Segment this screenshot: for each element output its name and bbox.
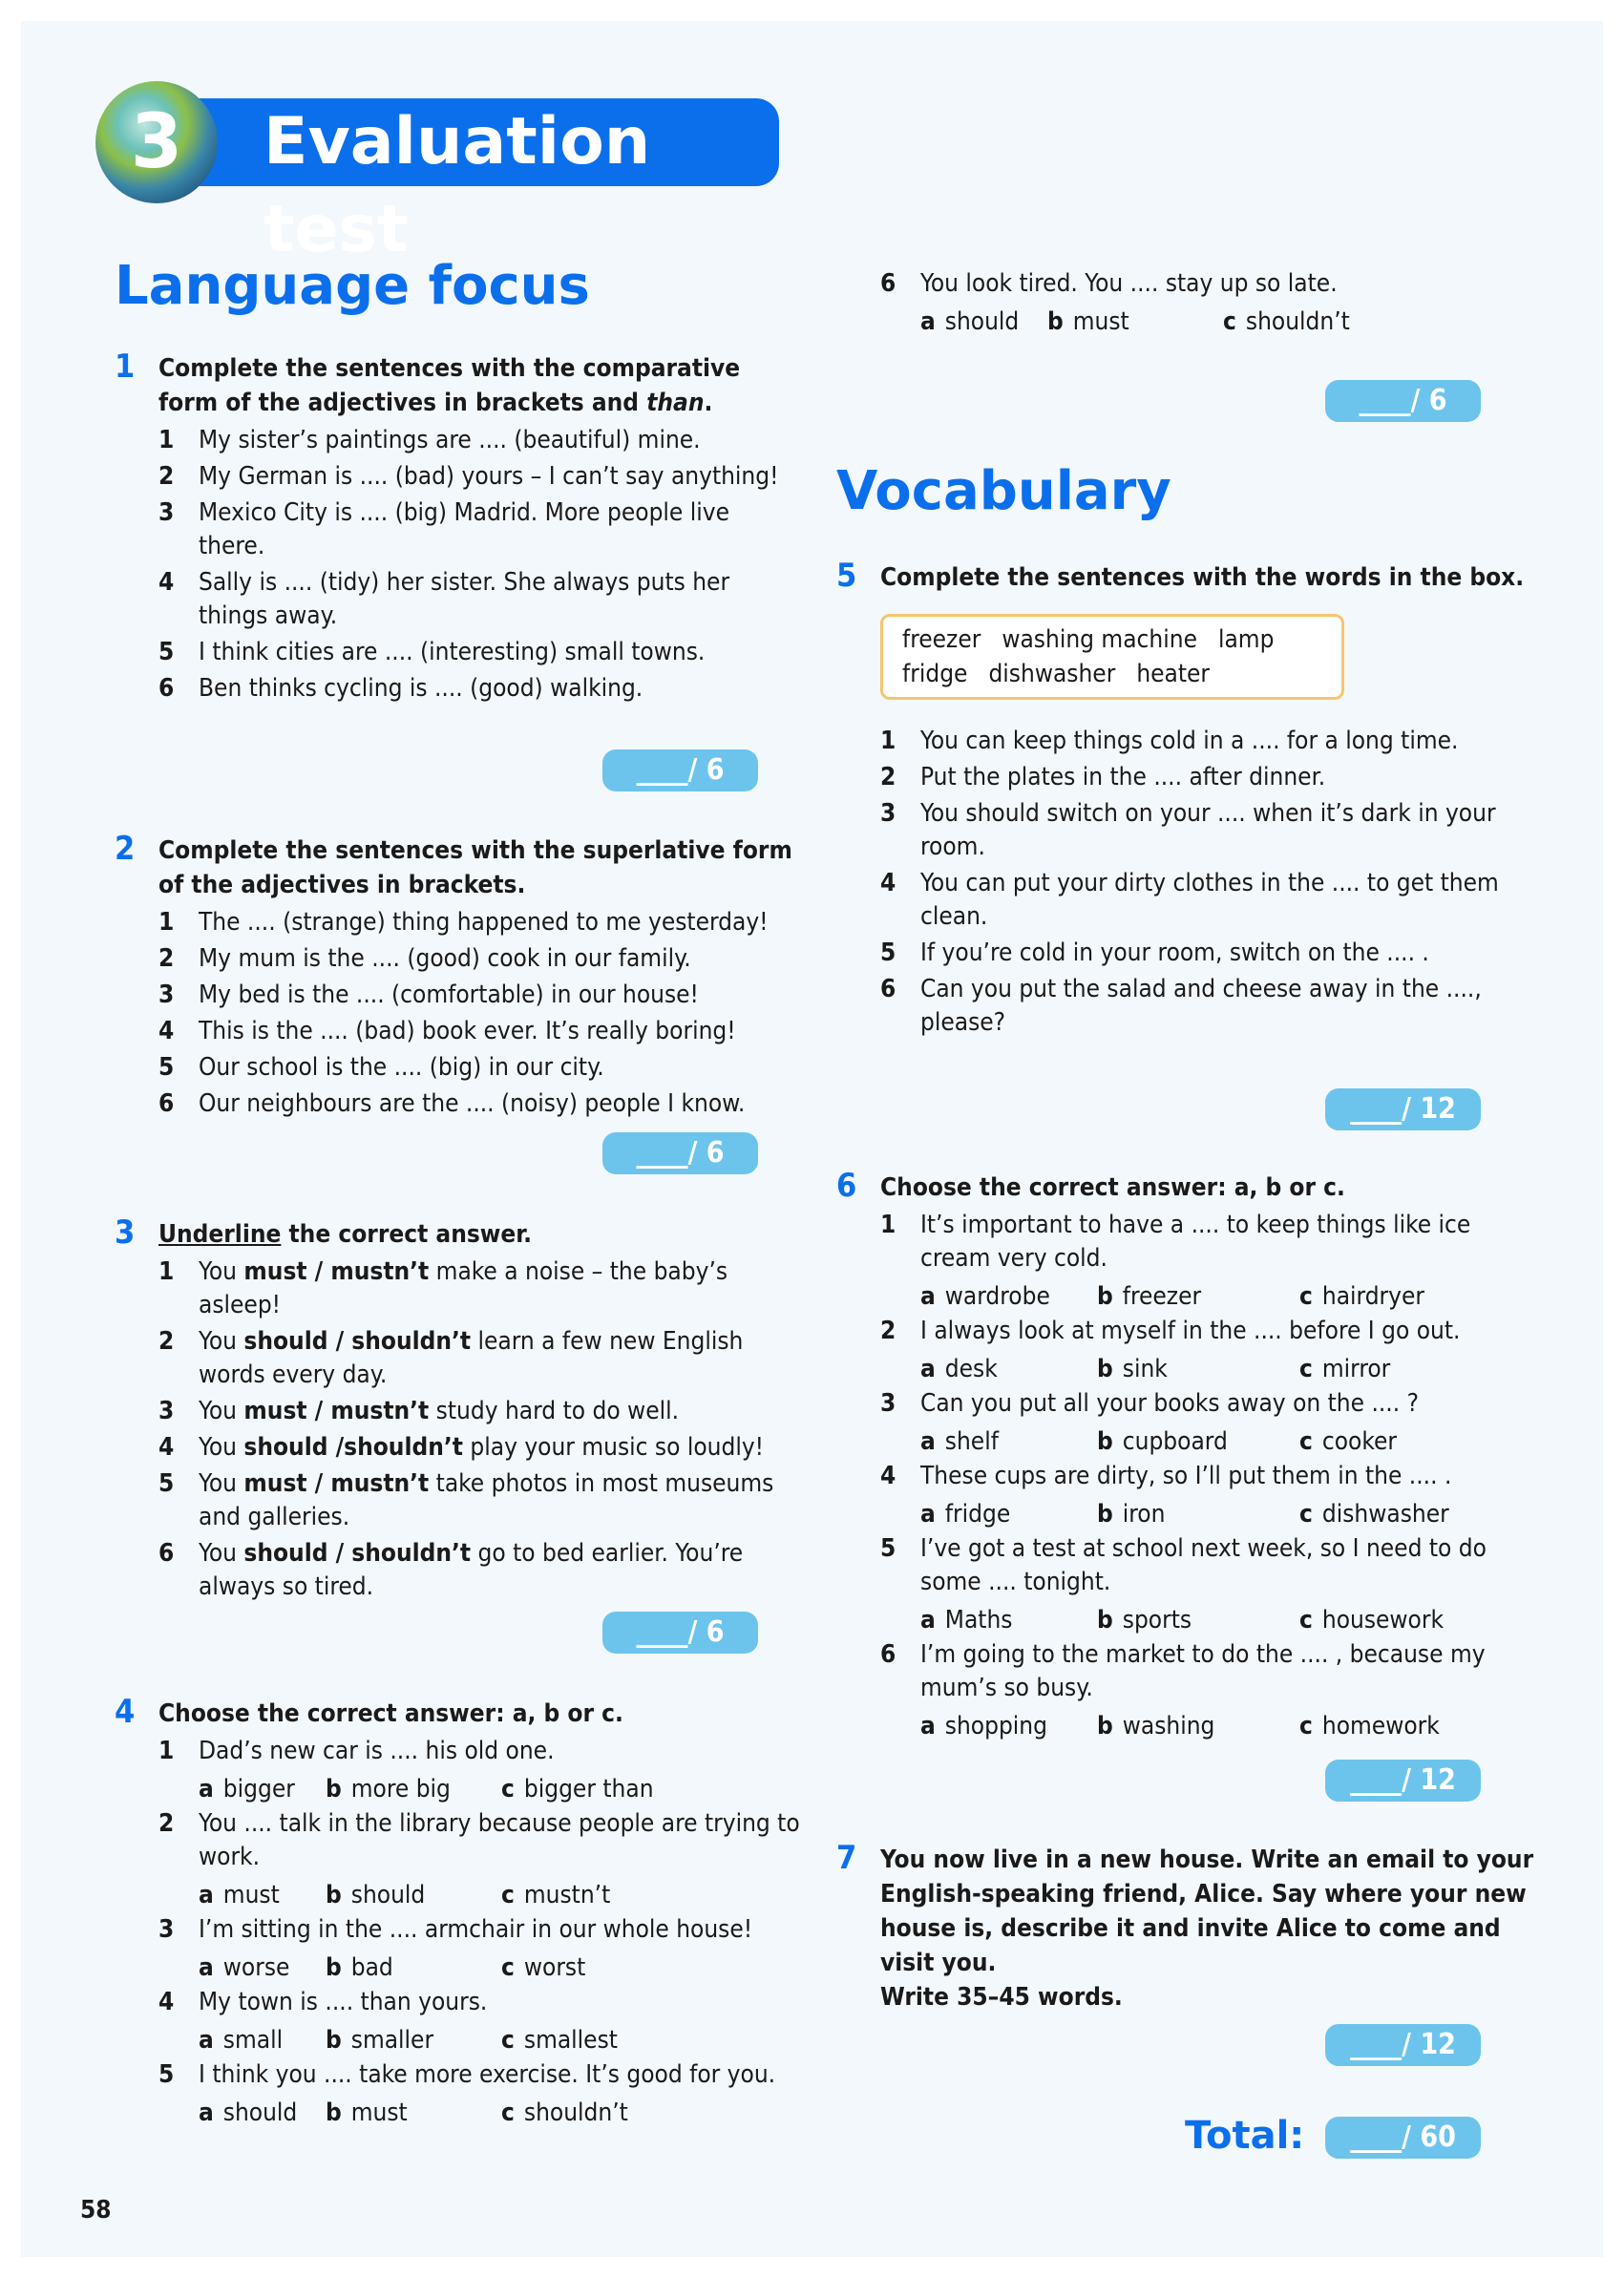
list-item xyxy=(115,672,802,706)
list-item xyxy=(115,1986,802,2019)
answer-choice[interactable]: should /shouldn’t xyxy=(243,1433,463,1462)
instruction-part: Complete the sentences with the words in the box. xyxy=(880,563,1525,592)
answer-options xyxy=(920,1351,1543,1387)
option-letter: c xyxy=(1299,1712,1313,1740)
option-text: cooker xyxy=(1321,1427,1397,1456)
item-number: 6 xyxy=(158,674,175,703)
option-a[interactable] xyxy=(920,1496,1010,1532)
answer-options xyxy=(920,1708,1543,1744)
option-text: must xyxy=(222,1881,280,1909)
option-a[interactable] xyxy=(920,304,1019,340)
answer-choice[interactable]: should / shouldn’t xyxy=(243,1539,472,1568)
list-item xyxy=(115,906,802,939)
item-number: 4 xyxy=(880,1462,896,1490)
item-text: You should switch on your .... when it’s dark in your room. xyxy=(920,799,1496,861)
list-item xyxy=(836,267,1543,301)
list-item xyxy=(115,1735,802,1768)
list-item xyxy=(836,1460,1543,1493)
option-letter: c xyxy=(1299,1606,1313,1635)
option-letter: b xyxy=(326,2099,342,2127)
heading-vocabulary: Vocabulary xyxy=(836,460,1171,522)
option-letter: c xyxy=(501,1881,515,1909)
option-letter: a xyxy=(199,1775,214,1803)
answer-choice[interactable]: must / mustn’t xyxy=(243,1397,430,1425)
item-text-post: make a noise – the baby’s asleep! xyxy=(199,1257,728,1319)
option-letter: b xyxy=(1097,1427,1113,1456)
exercise-5 xyxy=(836,557,1543,1043)
exercise-instruction xyxy=(115,1693,802,1731)
instruction-part: Complete the sentences with the comparative form of the adjectives in brackets and xyxy=(158,354,741,417)
list-item xyxy=(115,1087,802,1121)
item-number: 5 xyxy=(880,939,896,967)
item-text: Dad’s new car is .... his old one. xyxy=(199,1737,555,1765)
option-letter: a xyxy=(199,1881,214,1909)
option-text: small xyxy=(222,2026,284,2055)
item-number: 1 xyxy=(880,1211,896,1239)
option-text: bigger xyxy=(222,1775,295,1803)
option-text: freezer xyxy=(1122,1282,1202,1311)
option-letter: c xyxy=(1299,1500,1313,1529)
option-text: shouldn’t xyxy=(523,2099,628,2127)
item-number: 4 xyxy=(880,869,896,897)
list-item xyxy=(836,725,1543,758)
option-b[interactable] xyxy=(1097,1351,1168,1387)
option-text: sports xyxy=(1122,1606,1192,1635)
instruction-part: You now live in a new house. Write an email to your English-speaking friend, Alice. Say where your new house is, describe it and invite Alice to come and visit you. xyxy=(880,1846,1534,1977)
list-item xyxy=(115,1913,802,1947)
option-a[interactable] xyxy=(199,2095,297,2131)
worksheet-page xyxy=(21,21,1603,2257)
item-number: 4 xyxy=(158,1988,175,2016)
heading-language-focus: Language focus xyxy=(115,255,590,317)
item-number: 2 xyxy=(158,944,175,973)
item-text: I think you .... take more exercise. It’s good for you. xyxy=(199,2060,776,2089)
option-letter: a xyxy=(199,2099,214,2127)
option-text: must xyxy=(350,2099,408,2127)
option-a[interactable] xyxy=(920,1278,1050,1315)
option-text: worse xyxy=(222,1953,290,1982)
option-a[interactable] xyxy=(199,1950,289,1986)
list-item xyxy=(115,1537,802,1604)
item-number: 2 xyxy=(880,1317,896,1345)
option-text: smallest xyxy=(523,2026,618,2055)
option-text: homework xyxy=(1321,1712,1440,1740)
exercise-instruction xyxy=(836,1167,1543,1205)
option-text: mirror xyxy=(1321,1355,1391,1383)
item-text: My bed is the .... (comfortable) in our house! xyxy=(199,981,699,1009)
option-text: should xyxy=(350,1881,426,1909)
item-text: Can you put the salad and cheese away in the ...., please? xyxy=(920,975,1482,1037)
exercise-instruction xyxy=(115,830,802,902)
list-item xyxy=(115,566,802,633)
exercise-instruction xyxy=(836,557,1543,595)
item-number: 5 xyxy=(158,1053,175,1082)
list-item xyxy=(115,1051,802,1085)
score-box[interactable]: ____/ 6 xyxy=(602,1612,758,1654)
item-text-post: play your music so loudly! xyxy=(462,1433,765,1462)
option-text: shouldn’t xyxy=(1245,307,1350,336)
option-b[interactable] xyxy=(326,1950,393,1986)
list-item xyxy=(836,1315,1543,1348)
item-text-post: learn a few new English words every day. xyxy=(199,1327,744,1389)
item-number: 5 xyxy=(158,2060,175,2089)
option-a[interactable] xyxy=(920,1708,1047,1744)
option-c[interactable] xyxy=(501,1877,610,1913)
option-c[interactable] xyxy=(1299,1424,1397,1460)
option-b[interactable] xyxy=(1097,1424,1228,1460)
item-number: 6 xyxy=(880,1640,896,1669)
item-text: Sally is .... (tidy) her sister. She always puts her things away. xyxy=(199,568,730,630)
item-text: Can you put all your books away on the .... ? xyxy=(920,1389,1419,1418)
item-text-pre: You xyxy=(199,1469,244,1498)
option-a[interactable] xyxy=(920,1351,998,1387)
list-item xyxy=(115,424,802,457)
option-text: more big xyxy=(350,1775,451,1803)
option-letter: c xyxy=(1223,307,1236,336)
option-c[interactable] xyxy=(1299,1708,1440,1744)
list-item xyxy=(836,973,1543,1040)
option-text: housework xyxy=(1321,1606,1445,1635)
page-number: 58 xyxy=(80,2196,112,2225)
list-item xyxy=(836,1387,1543,1421)
word-box-row xyxy=(902,657,1322,691)
item-number: 1 xyxy=(158,1257,175,1286)
item-number: 6 xyxy=(158,1089,175,1118)
score-box[interactable]: ____/ 6 xyxy=(1325,380,1481,422)
option-a[interactable] xyxy=(199,1771,295,1807)
option-b[interactable] xyxy=(326,1771,451,1807)
list-item xyxy=(115,1015,802,1048)
option-text: iron xyxy=(1122,1500,1166,1529)
option-letter: a xyxy=(920,1606,936,1635)
item-text: You can keep things cold in a .... for a long time. xyxy=(920,727,1459,755)
exercise-number: 3 xyxy=(115,1213,136,1252)
title-banner xyxy=(189,98,779,267)
item-number: 6 xyxy=(880,975,896,1003)
exercise-number: 2 xyxy=(115,830,136,868)
option-letter: b xyxy=(1097,1282,1113,1311)
answer-choice[interactable]: should / shouldn’t xyxy=(243,1327,472,1356)
option-text: desk xyxy=(944,1355,998,1383)
option-letter: c xyxy=(501,2099,515,2127)
option-b[interactable] xyxy=(326,2022,433,2058)
item-number: 5 xyxy=(158,638,175,666)
option-text: must xyxy=(1072,307,1129,336)
option-c[interactable] xyxy=(501,2022,618,2058)
option-letter: b xyxy=(1097,1500,1113,1529)
option-text: wardrobe xyxy=(944,1282,1050,1311)
list-item xyxy=(115,979,802,1012)
item-text: I always look at myself in the .... before I go out. xyxy=(920,1317,1461,1345)
list-item xyxy=(115,496,802,563)
option-letter: b xyxy=(1097,1606,1113,1635)
option-text: washing xyxy=(1122,1712,1215,1740)
option-letter: a xyxy=(920,1355,936,1383)
item-text-pre: You xyxy=(199,1539,244,1568)
item-number: 3 xyxy=(158,981,175,1009)
list-item xyxy=(115,942,802,976)
item-number: 6 xyxy=(158,1539,175,1568)
option-letter: b xyxy=(326,1881,342,1909)
option-c[interactable] xyxy=(1223,304,1350,340)
option-letter: b xyxy=(326,1953,342,1982)
option-text: mustn’t xyxy=(523,1881,611,1909)
instruction-part: the correct answer. xyxy=(281,1220,532,1249)
list-item xyxy=(836,1209,1543,1276)
option-text: dishwasher xyxy=(1321,1500,1449,1529)
list-item xyxy=(836,1638,1543,1705)
instruction-part: Complete the sentences with the superlative form of the adjectives in brackets. xyxy=(158,836,792,899)
option-a[interactable] xyxy=(199,2022,283,2058)
total-label: Total: xyxy=(1185,2114,1305,2158)
option-letter: a xyxy=(920,1282,936,1311)
item-number: 6 xyxy=(880,269,896,298)
exercise-4 xyxy=(115,1693,802,2131)
answer-choice[interactable]: must / mustn’t xyxy=(243,1257,430,1286)
list-item xyxy=(836,761,1543,794)
item-text: I think cities are .... (interesting) small towns. xyxy=(199,638,706,666)
word-box-word: washing machine xyxy=(1002,625,1197,654)
instruction-underline: Underline xyxy=(158,1220,282,1249)
item-text: I’m going to the market to do the .... , because my mum’s so busy. xyxy=(920,1640,1486,1702)
option-text: sink xyxy=(1122,1355,1168,1383)
option-letter: c xyxy=(1299,1282,1313,1311)
item-text-post: go to bed earlier. You’re always so tired. xyxy=(199,1539,744,1601)
option-letter: c xyxy=(501,1953,515,1982)
item-text: Ben thinks cycling is .... (good) walking. xyxy=(199,674,643,703)
option-letter: a xyxy=(199,1953,214,1982)
answer-options xyxy=(920,1496,1543,1532)
option-letter: b xyxy=(1097,1355,1113,1383)
option-text: bad xyxy=(350,1953,393,1982)
word-box xyxy=(880,614,1344,700)
option-text: bigger than xyxy=(523,1775,654,1803)
option-a[interactable] xyxy=(920,1602,1012,1638)
option-letter: c xyxy=(1299,1355,1313,1383)
item-text: Mexico City is .... (big) Madrid. More people live there. xyxy=(199,498,729,560)
item-text-post: study hard to do well. xyxy=(429,1397,680,1425)
score-box[interactable]: ____/ 12 xyxy=(1325,2024,1481,2066)
option-letter: a xyxy=(920,1500,936,1529)
item-text: You can put your dirty clothes in the .... to get them clean. xyxy=(920,869,1499,931)
answer-options xyxy=(920,1278,1543,1315)
item-number: 5 xyxy=(880,1534,896,1563)
list-item xyxy=(115,1467,802,1534)
option-text: Maths xyxy=(944,1606,1013,1635)
item-number: 2 xyxy=(158,1809,175,1838)
answer-options xyxy=(199,1877,802,1913)
item-text-post: take photos in most museums and galleries. xyxy=(199,1469,774,1531)
option-b[interactable] xyxy=(1097,1496,1165,1532)
option-c[interactable] xyxy=(1299,1602,1444,1638)
exercise-number: 5 xyxy=(836,557,857,595)
option-letter: c xyxy=(1299,1427,1313,1456)
total-score-box[interactable]: ____/ 60 xyxy=(1325,2117,1481,2159)
word-box-word: freezer xyxy=(902,625,981,654)
item-text: These cups are dirty, so I’ll put them in the .... . xyxy=(920,1462,1452,1490)
item-text: The .... (strange) thing happened to me yesterday! xyxy=(199,908,769,937)
unit-number: 3 xyxy=(130,99,183,185)
item-text: My mum is the .... (good) cook in our family. xyxy=(199,944,691,973)
option-b[interactable] xyxy=(326,2095,408,2131)
option-letter: c xyxy=(501,2026,515,2055)
answer-options xyxy=(199,1950,802,1986)
word-box-word: fridge xyxy=(902,660,968,688)
item-text: It’s important to have a .... to keep things like ice cream very cold. xyxy=(920,1211,1471,1273)
option-b[interactable] xyxy=(1097,1708,1214,1744)
option-letter: b xyxy=(1047,307,1064,336)
list-item xyxy=(836,1532,1543,1599)
score-box[interactable]: ____/ 6 xyxy=(602,1132,758,1174)
option-c[interactable] xyxy=(1299,1351,1390,1387)
page-title: Evaluation test xyxy=(264,104,651,267)
option-text: fridge xyxy=(944,1500,1011,1529)
word-box-word: heater xyxy=(1136,660,1211,688)
instruction-part: Choose the correct answer: a, b or c. xyxy=(158,1699,623,1728)
item-number: 3 xyxy=(158,498,175,527)
item-text: My town is .... than yours. xyxy=(199,1988,488,2016)
score-box[interactable]: ____/ 12 xyxy=(1325,1088,1481,1130)
list-item xyxy=(115,1325,802,1392)
item-number: 3 xyxy=(880,799,896,828)
answer-options xyxy=(920,1424,1543,1460)
item-number: 5 xyxy=(158,1469,175,1498)
exercise-instruction xyxy=(115,348,802,420)
exercise-number: 6 xyxy=(836,1167,857,1205)
option-text: shopping xyxy=(944,1712,1047,1740)
item-number: 1 xyxy=(158,426,175,454)
answer-options xyxy=(199,1771,802,1807)
exercise-1 xyxy=(115,348,802,708)
option-text: worst xyxy=(523,1953,586,1982)
answer-choice[interactable]: must / mustn’t xyxy=(243,1469,430,1498)
item-text: You look tired. You .... stay up so late. xyxy=(920,269,1338,298)
list-item xyxy=(115,1255,802,1322)
list-item xyxy=(115,636,802,669)
item-number: 4 xyxy=(158,568,175,597)
instruction-part: Choose the correct answer: a, b or c. xyxy=(880,1173,1345,1202)
list-item xyxy=(115,1807,802,1874)
item-text-pre: You xyxy=(199,1327,244,1356)
item-text-pre: You xyxy=(199,1397,244,1425)
exercise-number: 1 xyxy=(115,348,136,386)
item-text: Our school is the .... (big) in our city. xyxy=(199,1053,604,1082)
option-b[interactable] xyxy=(1047,304,1129,340)
item-number: 3 xyxy=(880,1389,896,1418)
option-c[interactable] xyxy=(501,1950,585,1986)
list-item xyxy=(836,867,1543,934)
exercise-7 xyxy=(836,1839,1543,2018)
option-text: should xyxy=(944,307,1020,336)
item-text: If you’re cold in your room, switch on the .... . xyxy=(920,939,1429,967)
option-letter: b xyxy=(326,1775,342,1803)
item-text: I’m sitting in the .... armchair in our whole house! xyxy=(199,1915,753,1944)
unit-globe-icon xyxy=(95,81,218,203)
option-c[interactable] xyxy=(1299,1496,1449,1532)
answer-options xyxy=(920,304,1543,340)
item-text: Our neighbours are the .... (noisy) people I know. xyxy=(199,1089,746,1118)
item-number: 2 xyxy=(158,1327,175,1356)
score-box[interactable]: ____/ 6 xyxy=(602,749,758,791)
item-text: You .... talk in the library because people are trying to work. xyxy=(199,1809,800,1871)
item-number: 3 xyxy=(158,1915,175,1944)
option-c[interactable] xyxy=(501,2095,628,2131)
option-text: smaller xyxy=(350,2026,434,2055)
option-letter: a xyxy=(199,2026,214,2055)
list-item xyxy=(115,460,802,494)
exercise-3 xyxy=(115,1213,802,1607)
option-c[interactable] xyxy=(1299,1278,1424,1315)
option-a[interactable] xyxy=(920,1424,999,1460)
option-text: should xyxy=(222,2099,298,2127)
exercise-number: 7 xyxy=(836,1839,857,1877)
option-letter: a xyxy=(920,1712,936,1740)
item-number: 3 xyxy=(158,1397,175,1425)
item-number: 4 xyxy=(158,1017,175,1045)
option-b[interactable] xyxy=(326,1877,425,1913)
option-letter: c xyxy=(501,1775,515,1803)
option-text: cupboard xyxy=(1122,1427,1228,1456)
word-box-word: lamp xyxy=(1217,625,1275,654)
option-letter: a xyxy=(920,1427,936,1456)
item-number: 1 xyxy=(158,1737,175,1765)
item-text: I’ve got a test at school next week, so I need to do some .... tonight. xyxy=(920,1534,1487,1596)
item-number: 1 xyxy=(880,727,896,755)
word-box-row xyxy=(902,622,1322,657)
option-letter: b xyxy=(326,2026,342,2055)
item-number: 4 xyxy=(158,1433,175,1462)
item-text: My sister’s paintings are .... (beautiful) mine. xyxy=(199,426,701,454)
option-text: shelf xyxy=(944,1427,999,1456)
item-text: My German is .... (bad) yours – I can’t say anything! xyxy=(199,462,779,491)
exercise-2 xyxy=(115,830,802,1124)
answer-options xyxy=(199,2022,802,2058)
item-number: 2 xyxy=(158,462,175,491)
option-a[interactable] xyxy=(199,1877,280,1913)
score-box[interactable]: ____/ 12 xyxy=(1325,1760,1481,1802)
instruction-part: Write 35–45 words. xyxy=(880,1983,1123,2012)
option-letter: a xyxy=(920,307,936,336)
item-number: 1 xyxy=(158,908,175,937)
exercise-4-continued xyxy=(836,267,1543,340)
list-item xyxy=(836,797,1543,864)
list-item xyxy=(115,1431,802,1465)
option-text: hairdryer xyxy=(1321,1282,1424,1311)
exercise-6 xyxy=(836,1167,1543,1744)
instruction-part: . xyxy=(704,389,713,417)
item-text: Put the plates in the .... after dinner. xyxy=(920,763,1326,791)
item-text: This is the .... (bad) book ever. It’s really boring! xyxy=(199,1017,736,1045)
answer-options xyxy=(199,2095,802,2131)
answer-options xyxy=(920,1602,1543,1638)
list-item xyxy=(115,1395,802,1428)
list-item xyxy=(836,937,1543,970)
item-text-pre: You xyxy=(199,1257,244,1286)
exercise-instruction xyxy=(115,1213,802,1252)
option-b[interactable] xyxy=(1097,1602,1192,1638)
item-number: 2 xyxy=(880,763,896,791)
exercise-instruction xyxy=(836,1839,1543,2014)
option-letter: b xyxy=(1097,1712,1113,1740)
word-box-word: dishwasher xyxy=(988,660,1116,688)
option-c[interactable] xyxy=(501,1771,654,1807)
item-text-pre: You xyxy=(199,1433,244,1462)
list-item xyxy=(115,2058,802,2092)
option-b[interactable] xyxy=(1097,1278,1201,1315)
instruction-part: than xyxy=(646,389,705,417)
exercise-number: 4 xyxy=(115,1693,136,1731)
